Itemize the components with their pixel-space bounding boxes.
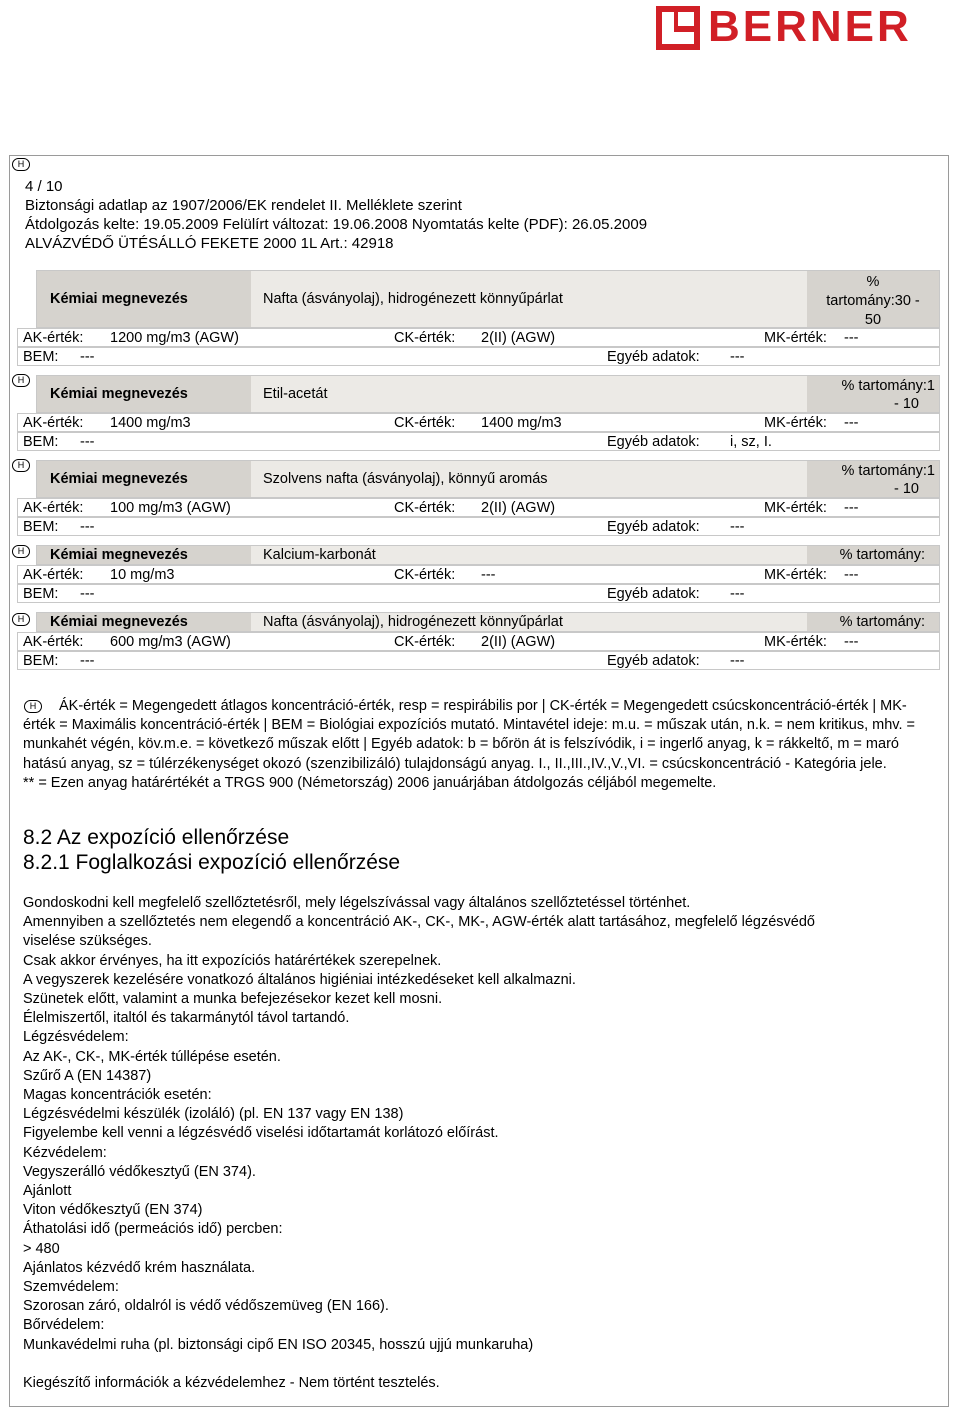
substance-name: Szolvens nafta (ásványolaj), könnyű aromás: [263, 471, 548, 487]
substance-name: Kalcium-karbonát: [263, 547, 376, 563]
body-line: Magas koncentrációk esetén:: [23, 1087, 212, 1104]
substance-row: [36, 460, 940, 498]
body-line: viselése szükséges.: [23, 933, 152, 950]
chem-name-label: Kémiai megnevezés: [50, 614, 188, 630]
h-marker-icon: H: [12, 613, 30, 626]
chem-name-label: Kémiai megnevezés: [50, 291, 188, 307]
bem-row: BEM: --- Egyéb adatok: ---: [17, 347, 940, 366]
ak-value: 600 mg/m3 (AGW): [110, 634, 231, 650]
chem-name-label: Kémiai megnevezés: [50, 547, 188, 563]
body-line: Kézvédelem:: [23, 1144, 107, 1161]
egyeb-value: ---: [730, 586, 745, 602]
ak-value: 10 mg/m3: [110, 567, 175, 583]
substance-row: [36, 545, 940, 565]
body-line: Szorosan záró, oldalról is védő védőszemüveg (EN 166).: [23, 1298, 389, 1315]
bem-value: ---: [80, 349, 95, 365]
egyeb-value: i, sz, I.: [730, 434, 772, 450]
ak-value: 1400 mg/m3: [110, 415, 191, 431]
berner-logo: [656, 2, 956, 52]
body-line: Áthatolási idő (permeációs idő) percben:: [23, 1221, 283, 1238]
range: % tartomány:30 - 50: [826, 274, 920, 328]
substance-row: [36, 270, 940, 328]
range: % tartomány:: [839, 614, 925, 630]
h-marker-icon: H: [12, 459, 30, 472]
body-line: Gondoskodni kell megfelelő szellőztetésről, mely légelszívással vagy általános szellőztetéssel történhet.: [23, 895, 691, 911]
body-line: Légzésvédelem:: [23, 1029, 129, 1046]
h-marker-icon: H: [12, 545, 30, 558]
body-line: Az AK-, CK-, MK-érték túllépése esetén.: [23, 1048, 281, 1065]
body-line: Bőrvédelem:: [23, 1317, 105, 1334]
range: % tartomány:: [839, 547, 925, 563]
body-line: Csak akkor érvényes, ha itt expozíciós határértékek szerepelnek.: [23, 952, 442, 969]
range: % tartomány:1 - 10: [841, 378, 935, 412]
body-line: Vegyszerálló védőkesztyű (EN 374).: [23, 1163, 256, 1180]
legend-note: ** = Ezen anyag határértékét a TRGS 900 (Németország) 2006 januárjában átdolgozás céljából megemelte.: [23, 774, 717, 791]
ak-value: 100 mg/m3 (AGW): [110, 500, 231, 516]
h-marker-icon: H: [12, 158, 30, 171]
egyeb-value: ---: [730, 519, 745, 535]
body-line: Amennyiben a szellőztetés nem elegendő a koncentráció AK-, CK-, MK-, AGW-érték alatt tartásához, megfelelő légzésvédő: [23, 914, 815, 931]
body-line: A vegyszerek kezelésére vonatkozó általános higiéniai intézkedéseket kell alkalmazni.: [23, 971, 576, 988]
body-line: Szemvédelem:: [23, 1279, 119, 1296]
limits-row: AK-érték: 600 mg/m3 (AGW) CK-érték: 2(II) (AGW) MK-érték: ---: [17, 632, 940, 651]
bem-row: BEM: --- Egyéb adatok: ---: [17, 651, 940, 670]
substance-name: Nafta (ásványolaj), hidrogénezett könnyűpárlat: [263, 614, 563, 630]
section-body: [23, 894, 815, 1393]
limits-row: AK-érték: 10 mg/m3 CK-érték: --- MK-érték: ---: [17, 565, 940, 584]
substance-name: Nafta (ásványolaj), hidrogénezett könnyűpárlat: [263, 291, 563, 307]
mk-value: ---: [844, 567, 859, 583]
section-heading-8-2: 8.2 Az expozíció ellenőrzése: [23, 826, 290, 849]
product-line: ALVÁZVÉDŐ ÜTÉSÁLLÓ FEKETE 2000 1L Art.: 42918: [25, 235, 394, 252]
substance-name: Etil-acetát: [263, 386, 328, 402]
ck-value: 2(II) (AGW): [481, 500, 556, 516]
body-line: Légzésvédelmi készülék (izoláló) (pl. EN 137 vagy EN 138): [23, 1106, 404, 1123]
document-header: [25, 177, 647, 253]
ck-value: ---: [481, 567, 496, 583]
body-line: Szűrő A (EN 14387): [23, 1067, 152, 1084]
page-number: 4 / 10: [25, 178, 63, 195]
document-title: Biztonsági adatlap az 1907/2006/EK rendelet II. Melléklete szerint: [25, 197, 462, 214]
egyeb-value: ---: [730, 653, 745, 669]
bem-row: BEM: --- Egyéb adatok: ---: [17, 584, 940, 603]
bem-value: ---: [80, 586, 95, 602]
bem-value: ---: [80, 653, 95, 669]
chem-name-label: Kémiai megnevezés: [50, 471, 188, 487]
body-line: > 480: [23, 1240, 60, 1257]
berner-logo-text: BERNER: [708, 2, 912, 51]
range: % tartomány:1 - 10: [841, 463, 935, 497]
legend-text: ÁK-érték = Megengedett átlagos koncentráció-érték, resp = respirábilis por | CK-érték = Megengedett csúcskoncentráció-érték | MK-érték = Maximális koncentráció-érték | BEM = Biológiai expozíciós mutató. Mintavétel ideje: m.u. = műszak után, n.k. = nem kritikus, mhv. = munkahét végén, köv.m.e. = következő műszak előtt | Egyéb adatok: b = bőrön át is felszívódik, i = ingerlő anyag, k = rákkeltő, m = maró hatású anyag, sz = túlérzékenységet okozó (szenzibilizáló) tulajdonságú anyag. I., II.,III.,IV.,V.,VI. = csúcskoncentráció - Kategória jele.: [23, 698, 915, 772]
bem-row: BEM: --- Egyéb adatok: i, sz, I.: [17, 432, 940, 451]
body-line: Munkavédelmi ruha (pl. biztonsági cipő EN ISO 20345, hosszú ujjú munkaruha): [23, 1336, 534, 1353]
bem-row: BEM: --- Egyéb adatok: ---: [17, 517, 940, 536]
body-footer-line: Kiegészítő információk a kézvédelemhez - Nem történt tesztelés.: [23, 1374, 440, 1391]
revision-line: Átdolgozás kelte: 19.05.2009 Felülírt változat: 19.06.2008 Nyomtatás kelte (PDF): 26.05.2009: [25, 216, 648, 233]
mk-value: ---: [844, 500, 859, 516]
ak-value: 1200 mg/m3 (AGW): [110, 330, 239, 346]
body-line: Viton védőkesztyű (EN 374): [23, 1202, 203, 1219]
mk-value: ---: [844, 415, 859, 431]
body-line: Ajánlatos kézvédő krém használata.: [23, 1259, 256, 1276]
mk-value: ---: [844, 330, 859, 346]
body-line: Élelmiszertől, italtól és takarmánytól távol tartandó.: [23, 1010, 350, 1027]
ck-value: 2(II) (AGW): [481, 634, 556, 650]
egyeb-value: ---: [730, 349, 745, 365]
ck-value: 1400 mg/m3: [481, 415, 562, 431]
ck-value: 2(II) (AGW): [481, 330, 556, 346]
body-line: Ajánlott: [23, 1183, 72, 1200]
body-line: Szünetek előtt, valamint a munka befejezésekor kezet kell mosni.: [23, 991, 443, 1008]
section-heading-8-2-1: 8.2.1 Foglalkozási expozíció ellenőrzése: [23, 851, 401, 874]
substance-row: [36, 612, 940, 632]
mk-value: ---: [844, 634, 859, 650]
chem-name-label: Kémiai megnevezés: [50, 386, 188, 402]
berner-logo-mark-icon: [656, 6, 700, 50]
limits-row: AK-érték: 100 mg/m3 (AGW) CK-érték: 2(II) (AGW) MK-érték: ---: [17, 498, 940, 517]
limits-row: AK-érték: 1400 mg/m3 CK-érték: 1400 mg/m3 MK-érték: ---: [17, 413, 940, 432]
legend: [23, 697, 933, 793]
h-marker-icon: H: [12, 374, 30, 387]
bem-value: ---: [80, 519, 95, 535]
body-line: Figyelembe kell venni a légzésvédő viselési időtartamát korlátozó előírást.: [23, 1125, 499, 1142]
h-marker-icon: H: [24, 700, 42, 713]
bem-value: ---: [80, 434, 95, 450]
substance-row: [36, 375, 940, 413]
limits-row: AK-érték: 1200 mg/m3 (AGW) CK-érték: 2(II) (AGW) MK-érték: ---: [17, 328, 940, 347]
